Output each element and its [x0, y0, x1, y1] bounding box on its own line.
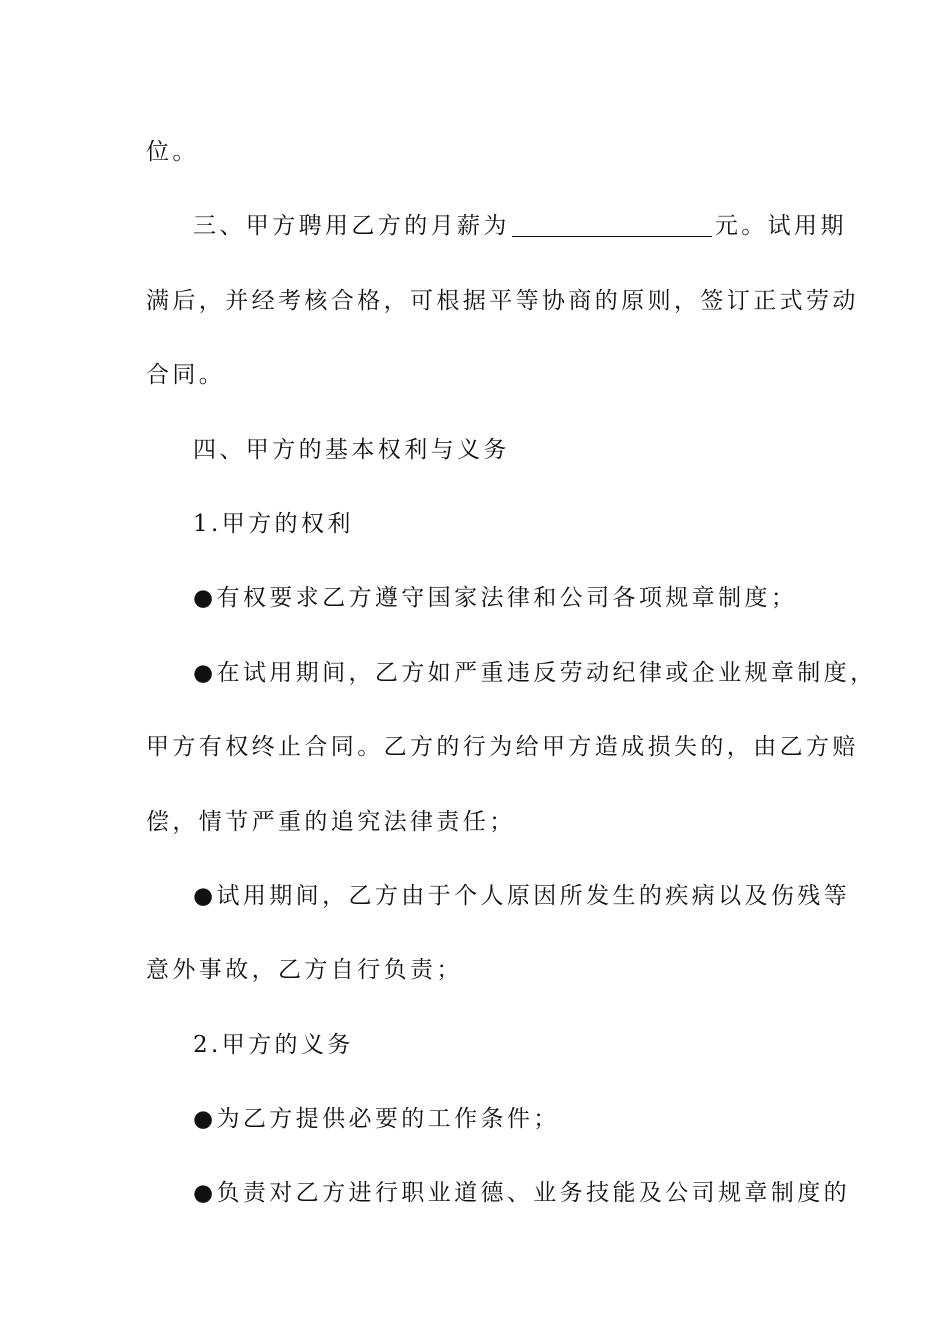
bullet-item: ●试用期间，乙方由于个人原因所发生的疾病以及伤残等	[193, 882, 851, 909]
bullet-item: ●有权要求乙方遵守国家法律和公司各项规章制度；	[193, 585, 798, 612]
salary-blank	[512, 216, 712, 237]
subsection-heading: 1.甲方的权利	[193, 510, 354, 537]
bullet-item: ●为乙方提供必要的工作条件；	[193, 1106, 560, 1133]
text-line: 甲方有权终止合同。乙方的行为给甲方造成损失的，由乙方赔	[146, 734, 859, 761]
text-line: 合同。	[146, 362, 226, 389]
text-segment: 元。试用期	[714, 213, 847, 240]
text-line: 意外事故，乙方自行负责；	[146, 957, 463, 984]
section-heading: 四、甲方的基本权利与义务	[193, 436, 510, 463]
subsection-heading: 2.甲方的义务	[193, 1031, 354, 1058]
text-segment: 三、甲方聘用乙方的月薪为	[193, 213, 510, 240]
text-line: 位。	[146, 139, 199, 165]
text-line: 满后，并经考核合格，可根据平等协商的原则，签订正式劳动	[146, 287, 859, 314]
text-line: 偿，情节严重的追究法律责任；	[146, 808, 516, 835]
salary-clause-line	[146, 203, 847, 277]
document-body	[146, 129, 877, 1245]
bullet-item: ●在试用期间，乙方如严重违反劳动纪律或企业规章制度，	[193, 659, 877, 686]
bullet-item: ●负责对乙方进行职业道德、业务技能及公司规章制度的	[193, 1180, 851, 1207]
